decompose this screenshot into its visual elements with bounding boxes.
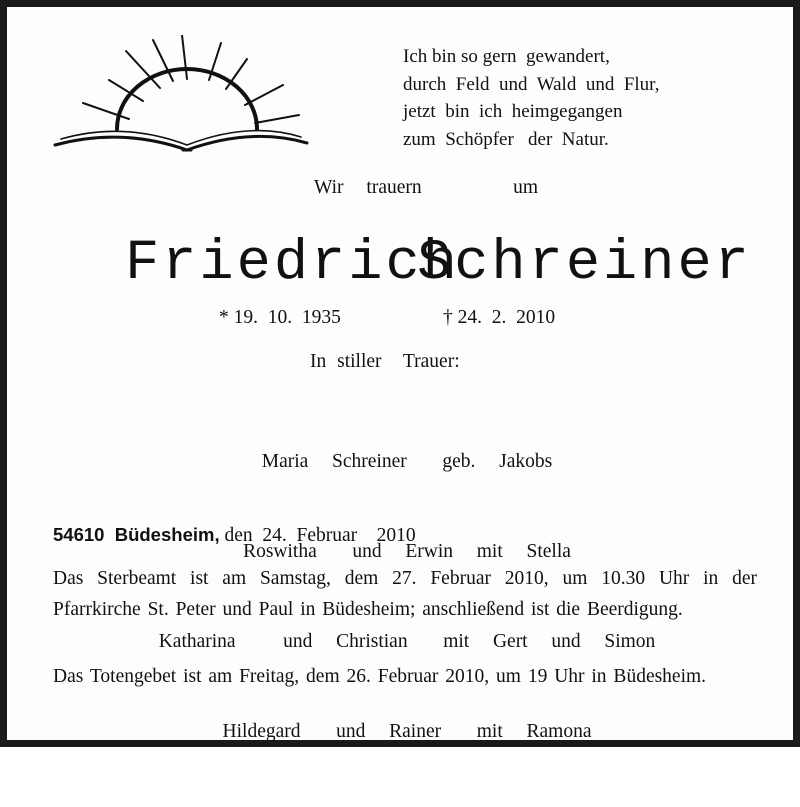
poem-line: zum Schöpfer der Natur. [403,128,609,150]
family-line: Maria Schreiner geb. Jakobs [261,451,553,472]
death-date: † 24. 2. 2010 [443,307,556,328]
birth-date: * 19. 10. 1935 [219,307,341,328]
poem-line: Ich bin so gern gewandert, [403,46,610,67]
deceased-last-name: Schreiner [417,232,752,296]
funeral-mass-paragraph: Das Sterbeamt ist am Samstag, dem 27. Februar 2010, um 10.30 Uhr in der Pfarrkirche St. Peter und Paul in Büdesheim; anschließend ist die Beerdigung. [53,568,757,620]
family-line: Hildegard und Rainer mit Ramona [222,721,592,742]
place-town: 54610 Büdesheim, [53,524,220,545]
prayer-paragraph: Das Totengebet ist am Freitag, dem 26. Februar 2010, um 19 Uhr in Büdesheim. [53,666,707,687]
poem [403,43,659,153]
place-and-date [53,524,416,547]
poem-line: durch Feld und Wald und Flur, [403,73,660,95]
poem-line: jetzt bin ich heimgegangen [403,101,623,122]
deceased-first-name: Friedrich [125,232,460,296]
mourning-heading: Wir trauern um [314,177,539,198]
rising-sun-over-open-book-icon [51,35,311,165]
mourning-label: In stiller Trauer: [310,351,460,372]
family-line: Katharina und Christian mit Gert und Simon [158,631,656,652]
place-date: den 24. Februar 2010 [219,525,416,546]
family-line: Roswitha und Erwin mit Stella [243,541,571,562]
